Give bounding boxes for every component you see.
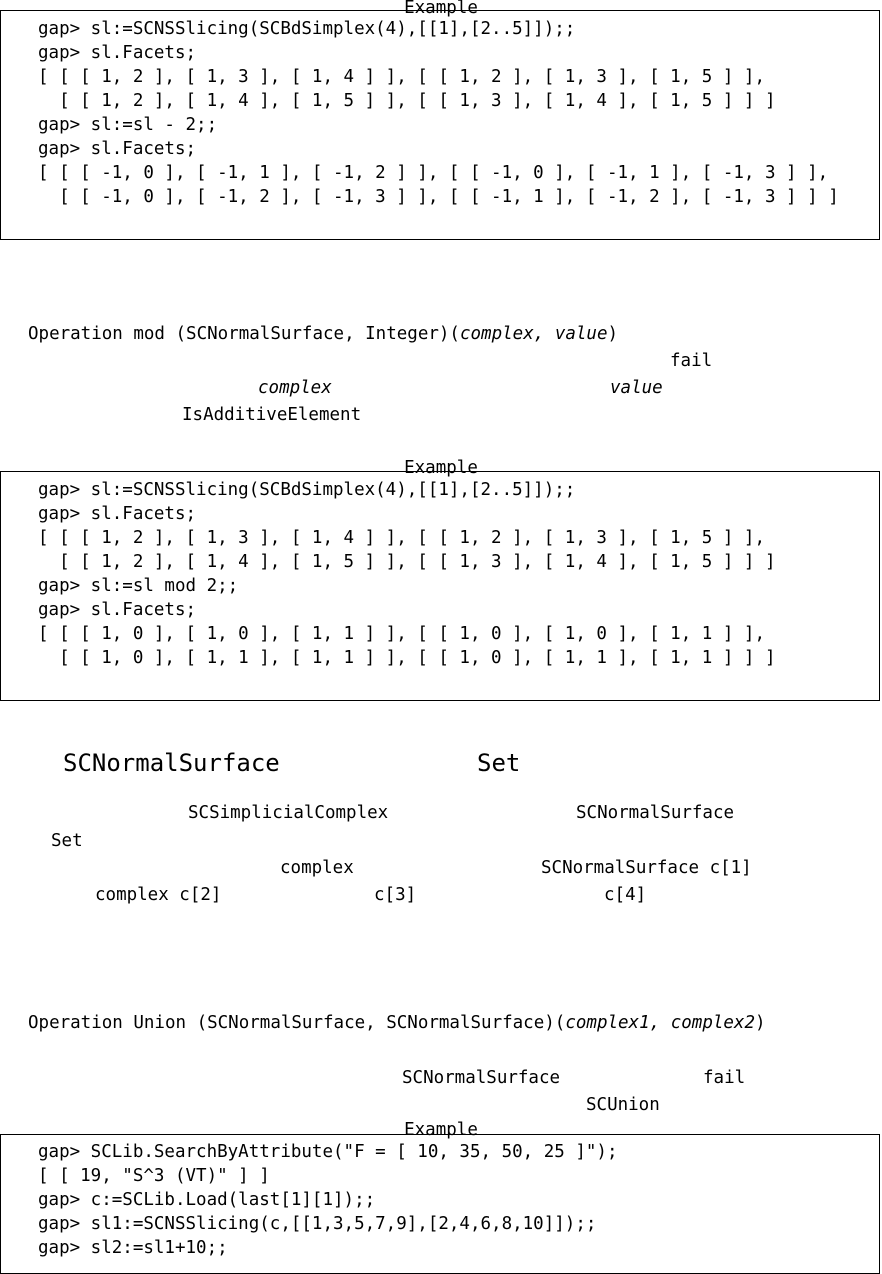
set-normal-c1: SCNormalSurface c[1] xyxy=(541,858,752,878)
set-complex: complex xyxy=(280,858,354,878)
example-title: Example xyxy=(0,0,882,18)
mod-fail: fail xyxy=(670,351,713,371)
code-line: [ [ 1, 2 ], [ 1, 4 ], [ 1, 5 ] ], [ [ 1, 3 ], [ 1, 4 ], [ 1, 5 ] ] ] xyxy=(38,552,776,572)
set-normal-surface: SCNormalSurface xyxy=(576,803,735,823)
code-line: gap> sl.Facets; xyxy=(38,139,197,159)
code-line: [ [ [ -1, 0 ], [ -1, 1 ], [ -1, 2 ] ], [ [ -1, 0 ], [ -1, 1 ], [ -1, 3 ] ], xyxy=(38,163,829,183)
set-c3: c[3] xyxy=(374,885,417,905)
union-arg-complex2: complex2 xyxy=(670,1013,756,1033)
set-set: Set xyxy=(51,831,83,851)
set-complex-c2: complex c[2] xyxy=(95,885,222,905)
mod-signature xyxy=(28,322,618,346)
code-line: gap> sl:=sl mod 2;; xyxy=(38,576,239,596)
mod-arg-value: value xyxy=(554,324,608,344)
code-line: gap> sl:=sl - 2;; xyxy=(38,115,218,135)
set-heading-left: SCNormalSurface xyxy=(63,749,280,777)
code-line: [ [ 1, 0 ], [ 1, 1 ], [ 1, 1 ] ], [ [ 1, 0 ], [ 1, 1 ], [ 1, 1 ] ] ] xyxy=(38,648,776,668)
mod-value: value xyxy=(610,378,663,398)
code-line: [ [ [ 1, 2 ], [ 1, 3 ], [ 1, 4 ] ], [ [ 1, 2 ], [ 1, 3 ], [ 1, 5 ] ], xyxy=(38,528,765,548)
example-title: Example xyxy=(0,458,882,478)
union-signature-close: ) xyxy=(755,1013,766,1033)
union-signature xyxy=(28,1011,766,1035)
code-line: gap> c:=SCLib.Load(last[1][1]);; xyxy=(38,1190,376,1210)
code-line: gap> sl.Facets; xyxy=(38,600,197,620)
mod-complex: complex xyxy=(258,378,332,398)
union-normal-surface: SCNormalSurface xyxy=(402,1068,561,1088)
code-line: [ [ [ 1, 0 ], [ 1, 0 ], [ 1, 1 ] ], [ [ 1, 0 ], [ 1, 0 ], [ 1, 1 ] ], xyxy=(38,624,765,644)
code-line: gap> sl:=SCNSSlicing(SCBdSimplex(4),[[1],[2..5]]);; xyxy=(38,19,576,39)
code-line: [ [ [ 1, 2 ], [ 1, 3 ], [ 1, 4 ] ], [ [ 1, 2 ], [ 1, 3 ], [ 1, 5 ] ], xyxy=(38,67,765,87)
union-signature-text: Operation Union (SCNormalSurface, SCNormalSurface)( xyxy=(28,1013,566,1033)
mod-signature-close: ) xyxy=(607,324,619,344)
mod-signature-text: Operation mod (SCNormalSurface, Integer)( xyxy=(28,324,460,344)
code-line: gap> SCLib.SearchByAttribute("F = [ 10, 35, 50, 25 ]"); xyxy=(38,1142,618,1162)
mod-is-additive: IsAdditiveElement xyxy=(182,405,362,425)
example-title: Example xyxy=(0,1120,882,1140)
code-line: [ [ 1, 2 ], [ 1, 4 ], [ 1, 5 ] ], [ [ 1, 3 ], [ 1, 4 ], [ 1, 5 ] ] ] xyxy=(38,91,776,111)
code-line: gap> sl1:=SCNSSlicing(c,[[1,3,5,7,9],[2,4,6,8,10]]);; xyxy=(38,1214,597,1234)
code-line: [ [ -1, 0 ], [ -1, 2 ], [ -1, 3 ] ], [ [ -1, 1 ], [ -1, 2 ], [ -1, 3 ] ] ] xyxy=(38,187,839,207)
union-arg-complex1: complex1, xyxy=(565,1013,661,1033)
code-line: gap> sl:=SCNSSlicing(SCBdSimplex(4),[[1],[2..5]]);; xyxy=(38,480,576,500)
union-scunion: SCUnion xyxy=(586,1095,660,1115)
set-simplicial: SCSimplicialComplex xyxy=(188,803,389,823)
set-heading-right: Set xyxy=(477,749,521,777)
mod-arg-complex: complex, xyxy=(459,324,545,344)
set-c4: c[4] xyxy=(604,885,647,905)
union-fail: fail xyxy=(703,1068,746,1088)
code-line: gap> sl2:=sl1+10;; xyxy=(38,1238,228,1258)
code-line: [ [ 19, "S^3 (VT)" ] ] xyxy=(38,1166,270,1186)
code-line: gap> sl.Facets; xyxy=(38,504,197,524)
code-line: gap> sl.Facets; xyxy=(38,43,197,63)
